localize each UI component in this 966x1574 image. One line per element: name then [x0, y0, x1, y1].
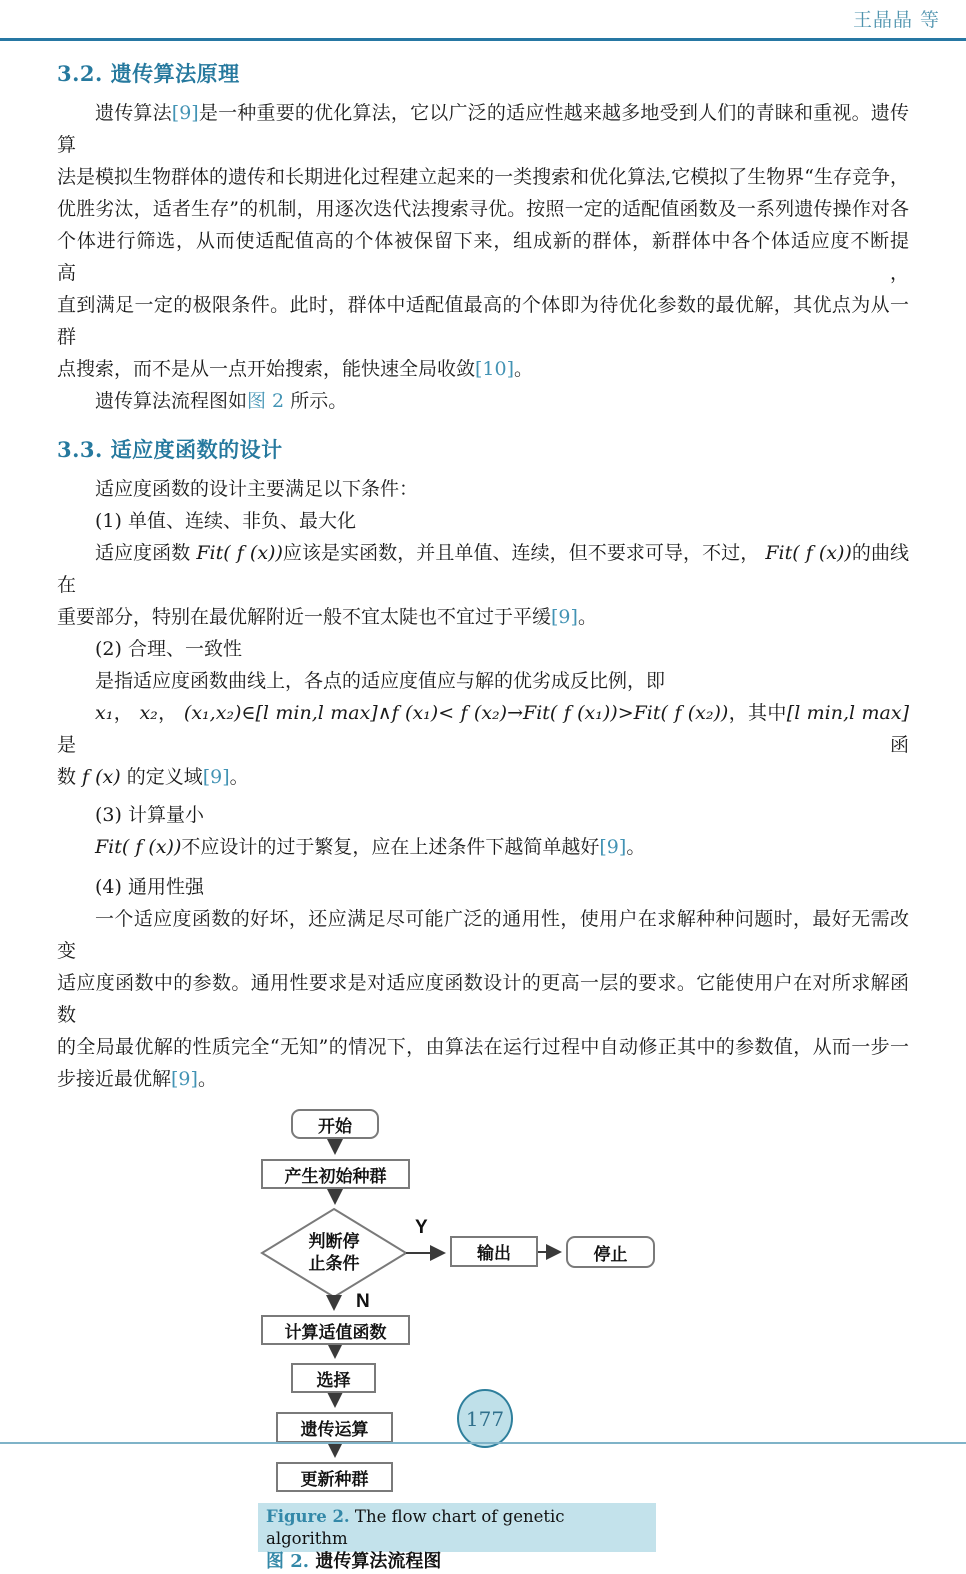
- flow-node-label: 输出: [477, 1244, 511, 1263]
- figure-caption-zh: [266, 1550, 648, 1574]
- page-header: [0, 0, 966, 38]
- text-run: (2) 合理、一致性: [95, 638, 242, 660]
- flow-node-label: 开始: [318, 1116, 352, 1136]
- text-run: (4) 通用性强: [95, 876, 204, 898]
- flow-node-label: 更新种群: [300, 1469, 369, 1489]
- decision-line-2: 止条件: [308, 1254, 360, 1273]
- text-run: 点搜索，而不是从一点开始搜索，能快速全局收敛: [57, 358, 476, 380]
- figure-caption-label-zh: 图 2.: [266, 1551, 310, 1572]
- header-rule: [0, 38, 966, 41]
- text-run: 所示。: [284, 390, 348, 412]
- text-column: [0, 59, 966, 1095]
- text-run: 不应设计的过于繁复，应在上述条件下越简单越好: [181, 836, 600, 858]
- text-run: 适应度函数的设计主要满足以下条件：: [95, 478, 419, 500]
- flow-node-init-population: [261, 1159, 410, 1189]
- flow-node-select: [291, 1363, 376, 1393]
- text-line: [57, 225, 909, 289]
- figure-caption-label-en: Figure 2.: [266, 1507, 350, 1526]
- text-run: 遗传算法: [95, 102, 172, 124]
- text-line: [57, 353, 909, 385]
- flow-node-label: 停止: [593, 1244, 628, 1264]
- text-run: 一个适应度函数的好坏，还应满足尽可能广泛的通用性，使用户在求解种种问题时，最好无需改变: [57, 908, 909, 962]
- text-line: [57, 871, 909, 903]
- figure-caption-text-zh: 遗传算法流程图: [309, 1551, 442, 1572]
- flow-node-label: 遗传运算: [300, 1420, 369, 1439]
- text-line: [57, 697, 909, 761]
- reference-link[interactable]: [9]: [551, 606, 578, 628]
- text-line: [57, 633, 909, 665]
- text-run: 。: [626, 836, 646, 858]
- text-line: [57, 967, 909, 1031]
- text-line: [57, 799, 909, 831]
- text-run: 。: [514, 358, 534, 380]
- text-run: 数: [57, 766, 83, 788]
- section-heading: [57, 435, 909, 465]
- text-run: 遗传算法流程图如: [95, 390, 248, 412]
- text-run: 直到满足一定的极限条件。此时，群体中适配值最高的个体即为待优化参数的最优解，其优点为从一群: [57, 294, 909, 348]
- reference-link[interactable]: [9]: [171, 1068, 198, 1090]
- text-run: 3.2. 遗传算法原理: [57, 61, 240, 86]
- text-line: [57, 289, 909, 353]
- edge-label-yes: Y: [415, 1217, 428, 1238]
- reference-link[interactable]: 图 2: [247, 390, 285, 412]
- flow-node-output: [450, 1236, 538, 1267]
- reference-link[interactable]: [9]: [599, 836, 627, 858]
- text-run: ，其中: [728, 702, 787, 724]
- text-run: 适应度函数: [95, 542, 197, 564]
- text-run: 。: [577, 606, 597, 628]
- flow-node-stop: [566, 1236, 655, 1268]
- text-line: [57, 601, 909, 633]
- flow-node-start: [291, 1109, 379, 1139]
- reference-link[interactable]: [9]: [171, 102, 199, 124]
- text-run: Fit( f (x)): [765, 542, 852, 564]
- flow-node-decision-label: [262, 1231, 406, 1275]
- page-number: 177: [465, 1406, 505, 1431]
- text-run: 是指适应度函数曲线上，各点的适应度值应与解的优劣成反比例，即: [95, 670, 666, 692]
- flow-node-label: 选择: [316, 1370, 351, 1390]
- figure-caption: [258, 1503, 656, 1572]
- decision-line-1: 判断停: [308, 1232, 360, 1251]
- text-line: [57, 665, 909, 697]
- text-run: Fit( f (x)): [196, 542, 283, 564]
- text-run: 优胜劣汰，适者生存”的机制，用逐次迭代法搜索寻优。按照一定的适配值函数及一系列遗传操作对各: [57, 198, 909, 220]
- text-run: 。: [229, 766, 249, 788]
- reference-link[interactable]: [9]: [202, 766, 230, 788]
- text-run: 的曲线在: [57, 542, 910, 596]
- figure-flowchart: [258, 1105, 658, 1572]
- text-line: [57, 761, 909, 793]
- text-line: [57, 1063, 909, 1095]
- edge-label-no: N: [356, 1291, 370, 1312]
- flow-node-label: 产生初始种群: [284, 1166, 387, 1186]
- text-run: ，: [157, 702, 184, 724]
- figure-caption-text-en: The flow chart of genetic algorithm: [266, 1507, 565, 1548]
- text-line: [57, 97, 909, 161]
- text-run: 的定义域: [120, 766, 203, 788]
- text-line: [57, 831, 909, 863]
- reference-link[interactable]: [10]: [475, 358, 515, 380]
- text-run: 应该是实函数，并且单值、连续，但不要求可导，不过，: [282, 542, 766, 564]
- flow-node-label: 计算适值函数: [284, 1322, 387, 1342]
- figure-caption-en: [266, 1506, 648, 1550]
- text-run: Fit( f (x)): [95, 836, 182, 858]
- text-run: f (x): [82, 766, 121, 788]
- text-run: (1) 单值、连续、非负、最大化: [95, 510, 356, 532]
- text-run: x₁: [95, 702, 114, 724]
- text-run: 的全局最优解的性质完全“无知”的情况下，由算法在运行过程中自动修正其中的参数值，从而一步一: [57, 1036, 909, 1058]
- text-line: [57, 903, 909, 967]
- page-number-badge: [457, 1389, 513, 1448]
- text-line: [57, 505, 909, 537]
- text-run: 是一种重要的优化算法，它以广泛的适应性越来越多地受到人们的青睐和重视。遗传算: [57, 102, 909, 156]
- text-run: 是函: [57, 734, 909, 756]
- text-run: 适应度函数中的参数。通用性要求是对适应度函数设计的更高一层的要求。它能使用户在对所求解函数: [57, 972, 909, 1026]
- text-line: [57, 537, 909, 601]
- footer-rule: [0, 1442, 966, 1444]
- page-header-author: 王晶晶 等: [852, 9, 940, 31]
- text-run: 步接近最优解: [57, 1068, 172, 1090]
- text-run: 法是模拟生物群体的遗传和长期进化过程建立起来的一类搜索和优化算法,它模拟了生物界“生存竞争，: [57, 166, 909, 188]
- text-run: (3) 计算量小: [95, 804, 204, 826]
- section-heading: [57, 59, 909, 89]
- text-run: [l min,l max]: [786, 702, 909, 724]
- text-line: [57, 193, 909, 225]
- flow-node-genetic-op: [276, 1412, 393, 1443]
- text-run: 个体进行筛选，从而使适配值高的个体被保留下来，组成新的群体，新群体中各个体适应度不断提高，: [57, 230, 909, 284]
- text-run: 重要部分，特别在最优解附近一般不宜太陡也不宜过于平缓: [57, 606, 552, 628]
- text-run: x₂: [139, 702, 158, 724]
- text-run: ，: [113, 702, 140, 724]
- flow-node-fitness: [261, 1315, 410, 1345]
- text-line: [57, 473, 909, 505]
- text-run: 3.3. 适应度函数的设计: [57, 437, 283, 462]
- text-run: 。: [197, 1068, 217, 1090]
- flow-node-update-population: [276, 1462, 393, 1492]
- text-line: [57, 161, 909, 193]
- text-line: [57, 1031, 909, 1063]
- text-run: (x₁,x₂)∈[l min,l max]∧f (x₁)< f (x₂)→Fit( f (x₁))>Fit( f (x₂)): [183, 702, 729, 724]
- text-line: [57, 385, 909, 417]
